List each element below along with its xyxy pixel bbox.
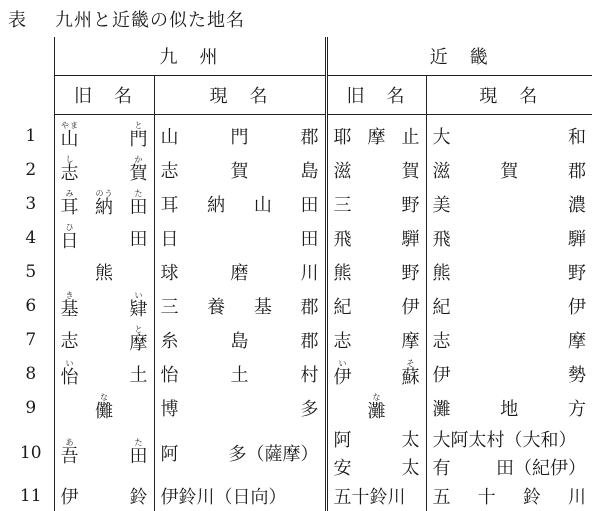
kinki-new-text-char: 方: [568, 395, 586, 421]
kinki-new-text-char: 川: [568, 483, 586, 509]
kyushu-old-text: [55, 359, 154, 389]
kinki-new-text-char: 賀: [500, 157, 518, 183]
kinki-old-text: [328, 327, 426, 353]
kyushu-new-text-char: 郡: [301, 123, 319, 149]
kyushu-old-text-char: 日ひ: [61, 223, 79, 253]
kinki-old-text-char: 野: [402, 259, 420, 285]
kyushu-old-text-char: 賀か: [130, 155, 148, 185]
kinki-old-text: [328, 157, 426, 183]
kinki-old-name: [326, 115, 426, 154]
kyushu-new-text-char: 島: [301, 157, 319, 183]
kyushu-new-text-char: 三: [161, 293, 179, 319]
kyushu-old-text-char: 肄い: [130, 291, 148, 321]
kyushu-old-name: [54, 357, 154, 391]
kinki-new-name: [426, 425, 592, 481]
table-row: [8, 391, 592, 425]
kinki-new-text-char: 摩: [568, 327, 586, 353]
kinki-new-text: [427, 361, 593, 387]
header-row-regions: [8, 37, 592, 76]
kyushu-new-text-char: 多（薩摩）: [229, 440, 319, 466]
kyushu-old-text-char: 摩と: [130, 325, 148, 355]
kinki-new-text-b-char: 有: [433, 454, 451, 480]
kyushu-new-text: [155, 440, 325, 466]
kinki-old-text-b-char: 安: [334, 454, 352, 480]
kyushu-new-text-char: 田: [300, 191, 318, 217]
kyushu-old-text-char: 耳み: [61, 189, 79, 219]
kinki-old-name: [326, 187, 426, 221]
kinki-old-text: [328, 393, 426, 423]
kyushu-old-name: [54, 481, 154, 511]
header-kinki: 近 畿: [326, 37, 592, 76]
table-body: [8, 115, 592, 511]
kyushu-new-text-char: 養: [207, 293, 225, 319]
header-kinki-old: 旧 名: [326, 76, 426, 115]
kinki-old-text-char: 止: [402, 123, 420, 149]
kyushu-old-text-char: 門と: [130, 121, 148, 151]
kyushu-new-text-char: 郡: [301, 327, 319, 353]
kinki-new-name: [426, 255, 592, 289]
kinki-old-text-char: 志: [334, 327, 352, 353]
kyushu-new-text-char: 島: [231, 327, 249, 353]
kinki-new-text-char: 志: [433, 327, 451, 353]
kinki-old-text-a-char: 太: [402, 426, 420, 452]
header-kinki-new: 現 名: [426, 76, 592, 115]
kyushu-old-name: [54, 289, 154, 323]
kinki-new-text-char: 紀: [433, 293, 451, 319]
kinki-old-name: [326, 481, 426, 511]
kinki-old-text: [328, 259, 426, 285]
kinki-old-text-b: [328, 454, 426, 480]
kyushu-new-text-char: 納: [207, 191, 225, 217]
kyushu-new-text-char: 志: [161, 157, 179, 183]
kyushu-old-text-char: 田た: [130, 438, 148, 468]
kinki-old-text-char: 三: [334, 191, 352, 217]
kyushu-old-text-char: 鈴: [130, 483, 148, 509]
kinki-old-text: [328, 293, 426, 319]
kyushu-new-name: [154, 187, 326, 221]
kinki-new-text-char: 飛: [433, 225, 451, 251]
kinki-old-name: [326, 289, 426, 323]
header-kyushu: 九 州: [54, 37, 326, 76]
kyushu-new-text-char: 村: [301, 361, 319, 387]
row-number: 8: [8, 357, 54, 391]
kinki-new-name: [426, 187, 592, 221]
kyushu-old-text: [55, 223, 154, 253]
kyushu-old-text-char: 怡い: [61, 359, 79, 389]
row-number: 9: [8, 391, 54, 425]
kinki-new-text: [427, 191, 593, 217]
kinki-new-name: [426, 357, 592, 391]
kyushu-old-name: [54, 323, 154, 357]
kinki-new-text-char: 大: [433, 123, 451, 149]
kyushu-old-text-char: 納のう: [95, 189, 113, 219]
kinki-new-text-char: 騨: [568, 225, 586, 251]
kyushu-new-text: [155, 259, 325, 285]
kyushu-new-text-char: 土: [231, 361, 249, 387]
kyushu-new-text-char: 門: [231, 123, 249, 149]
kinki-new-text-char: 鈴: [523, 483, 541, 509]
row-number: 7: [8, 323, 54, 357]
kinki-new-text-char: 和: [568, 123, 586, 149]
kyushu-new-text-char: 山: [254, 191, 272, 217]
caption-label: 表: [8, 10, 27, 31]
kinki-new-text-char: 滋: [433, 157, 451, 183]
table-row: [8, 187, 592, 221]
kinki-new-name: [426, 323, 592, 357]
kinki-new-text-char: 伊: [568, 293, 586, 319]
kyushu-new-text-char: 球: [161, 259, 179, 285]
kyushu-old-text: [55, 325, 154, 355]
kyushu-new-text: [155, 395, 325, 421]
kyushu-new-name: [154, 153, 326, 187]
kinki-new-name: [426, 289, 592, 323]
kinki-old-text-char: 伊い: [334, 359, 352, 389]
kyushu-old-name: [54, 221, 154, 255]
kinki-old-name: [326, 323, 426, 357]
kyushu-new-text: [155, 225, 325, 251]
kyushu-old-text-char: 土: [130, 361, 148, 387]
kyushu-new-text-char: 多: [301, 395, 319, 421]
kyushu-new-text-char: 賀: [231, 157, 249, 183]
kinki-new-text-b-char: 田（紀伊）: [496, 454, 586, 480]
kinki-old-text-char: 熊: [334, 259, 352, 285]
kyushu-old-text: [55, 121, 154, 151]
row-number: 5: [8, 255, 54, 289]
header-kyushu-old: 旧 名: [54, 76, 154, 115]
kinki-old-name: [326, 357, 426, 391]
kyushu-new-text-char: 川: [301, 259, 319, 285]
kyushu-new-name: [154, 221, 326, 255]
kinki-old-text-a-char: 阿: [334, 426, 352, 452]
kyushu-new-text-char: 郡: [300, 293, 318, 319]
kinki-old-text-char: 摩: [368, 123, 386, 149]
kinki-new-text: [427, 293, 593, 319]
kinki-new-text: [427, 259, 593, 285]
table-row: [8, 323, 592, 357]
kinki-new-text-char: 野: [568, 259, 586, 285]
row-number: 3: [8, 187, 54, 221]
kinki-old-text-char: 滋: [334, 157, 352, 183]
kinki-new-text: [427, 483, 593, 509]
kyushu-old-text: [55, 189, 154, 219]
kyushu-new-name: [154, 115, 326, 154]
table-row: [8, 425, 592, 481]
kinki-new-text-char: 伊: [433, 361, 451, 387]
kyushu-old-text: [55, 393, 154, 423]
kyushu-old-name: [54, 255, 154, 289]
kyushu-new-name: [154, 481, 326, 511]
table-row: [8, 153, 592, 187]
kinki-new-name: [426, 391, 592, 425]
kinki-new-name: [426, 481, 592, 511]
kinki-old-text-char: 賀: [402, 157, 420, 183]
kinki-new-text-char: 地: [500, 395, 518, 421]
kinki-new-text-char: 十: [478, 483, 496, 509]
kinki-new-text: [427, 395, 593, 421]
kinki-new-text-char: 美: [433, 191, 451, 217]
table-row: [8, 255, 592, 289]
kyushu-new-text: [155, 191, 325, 217]
kyushu-old-text-char: 田: [130, 225, 148, 251]
kinki-new-text: [427, 123, 593, 149]
kyushu-old-text-char: 山やま: [61, 121, 79, 151]
kyushu-new-name: [154, 289, 326, 323]
kinki-new-name: [426, 153, 592, 187]
header-row-columns: [8, 76, 592, 115]
row-number: 2: [8, 153, 54, 187]
kyushu-old-text-char: 儺な: [95, 393, 113, 423]
table-row: [8, 115, 592, 154]
kyushu-old-name: [54, 187, 154, 221]
kyushu-new-text: [155, 157, 325, 183]
kyushu-old-name: [54, 153, 154, 187]
row-number: 11: [8, 481, 54, 511]
kyushu-new-name: [154, 357, 326, 391]
kyushu-new-name: [154, 323, 326, 357]
kinki-old-text: [328, 359, 426, 389]
kinki-old-text: [328, 483, 426, 509]
kyushu-old-text: [55, 259, 154, 285]
kyushu-new-text: [155, 123, 325, 149]
kinki-old-text-char: 飛: [334, 225, 352, 251]
kinki-old-name: [326, 153, 426, 187]
kinki-new-text-b: [427, 454, 593, 480]
kinki-old-text-char: 騨: [402, 225, 420, 251]
header-corner: [8, 37, 54, 115]
row-number: 6: [8, 289, 54, 323]
kyushu-new-text-char: 博: [161, 395, 179, 421]
kinki-old-name: [326, 391, 426, 425]
kinki-new-text-char: 灘: [433, 395, 451, 421]
kyushu-old-name: [54, 115, 154, 154]
kinki-old-name: [326, 255, 426, 289]
kyushu-new-text-char: 怡: [161, 361, 179, 387]
kyushu-new-text: [155, 327, 325, 353]
kinki-new-text: [427, 327, 593, 353]
kinki-new-name: [426, 115, 592, 154]
kinki-old-text-b-char: 太: [402, 454, 420, 480]
kinki-old-text-char: 蘇そ: [402, 359, 420, 389]
kyushu-new-text-char: 伊鈴川（日向）: [161, 483, 287, 509]
kinki-new-text-char: 五: [433, 483, 451, 509]
kinki-new-text-a: [427, 426, 593, 452]
kyushu-old-text-char: 志: [61, 327, 79, 353]
kyushu-old-name: [54, 391, 154, 425]
kyushu-new-text-char: 山: [161, 123, 179, 149]
kinki-new-text-char: 熊: [433, 259, 451, 285]
kinki-old-text-char: 紀: [334, 293, 352, 319]
table-row: [8, 357, 592, 391]
kinki-old-stack: [328, 425, 426, 481]
kinki-old-name: [326, 221, 426, 255]
kinki-old-text-char: 五十鈴川: [334, 483, 406, 509]
table-row: [8, 221, 592, 255]
kyushu-new-text-char: 阿: [161, 440, 179, 466]
kyushu-old-text-char: 基き: [61, 291, 79, 321]
kyushu-old-text-char: 伊: [61, 483, 79, 509]
kinki-old-text-char: 摩: [402, 327, 420, 353]
kyushu-old-text: [55, 438, 154, 468]
kinki-old-text: [328, 225, 426, 251]
kinki-new-text: [427, 225, 593, 251]
kyushu-new-text: [155, 483, 325, 509]
kyushu-old-text: [55, 155, 154, 185]
kyushu-new-name: [154, 425, 326, 481]
kyushu-old-name: [54, 425, 154, 481]
kinki-old-text-char: 伊: [402, 293, 420, 319]
kinki-new-name: [426, 221, 592, 255]
kyushu-old-text-char: 田た: [130, 189, 148, 219]
kinki-old-text-char: 灘な: [368, 393, 386, 423]
table-row: [8, 289, 592, 323]
kyushu-old-text: [55, 291, 154, 321]
kyushu-old-text: [55, 483, 154, 509]
kyushu-new-name: [154, 255, 326, 289]
kinki-old-text-a: [328, 426, 426, 452]
kyushu-new-text-char: 日: [161, 225, 179, 251]
place-names-table: [8, 37, 592, 511]
caption-title: 九州と近畿の似た地名: [55, 10, 245, 31]
kinki-new-text-char: 郡: [568, 157, 586, 183]
kinki-old-text-char: 耶: [334, 123, 352, 149]
header-kyushu-new: 現 名: [154, 76, 326, 115]
row-number: 4: [8, 221, 54, 255]
kinki-old-text: [328, 123, 426, 149]
kyushu-new-text-char: 基: [254, 293, 272, 319]
kyushu-old-text-char: 熊: [95, 259, 113, 285]
table-caption: [8, 6, 245, 32]
kyushu-new-text: [155, 293, 325, 319]
kinki-new-stack: [427, 425, 593, 481]
kinki-old-text: [328, 191, 426, 217]
kinki-old-name: [326, 425, 426, 481]
kinki-new-text-char: 勢: [568, 361, 586, 387]
kyushu-old-text-char: 吾あ: [61, 438, 79, 468]
kyushu-new-name: [154, 391, 326, 425]
kyushu-old-text-char: 志し: [61, 155, 79, 185]
kyushu-new-text-char: 耳: [161, 191, 179, 217]
kinki-new-text: [427, 157, 593, 183]
kinki-new-text-char: 濃: [568, 191, 586, 217]
kyushu-new-text-char: 磨: [231, 259, 249, 285]
kinki-new-text-a-char: 大阿太村（大和）: [433, 426, 577, 452]
kyushu-new-text-char: 糸: [161, 327, 179, 353]
kyushu-new-text: [155, 361, 325, 387]
kinki-old-text-char: 野: [402, 191, 420, 217]
kyushu-new-text-char: 田: [301, 225, 319, 251]
table-row: [8, 481, 592, 511]
row-number: 10: [8, 425, 54, 481]
row-number: 1: [8, 115, 54, 154]
